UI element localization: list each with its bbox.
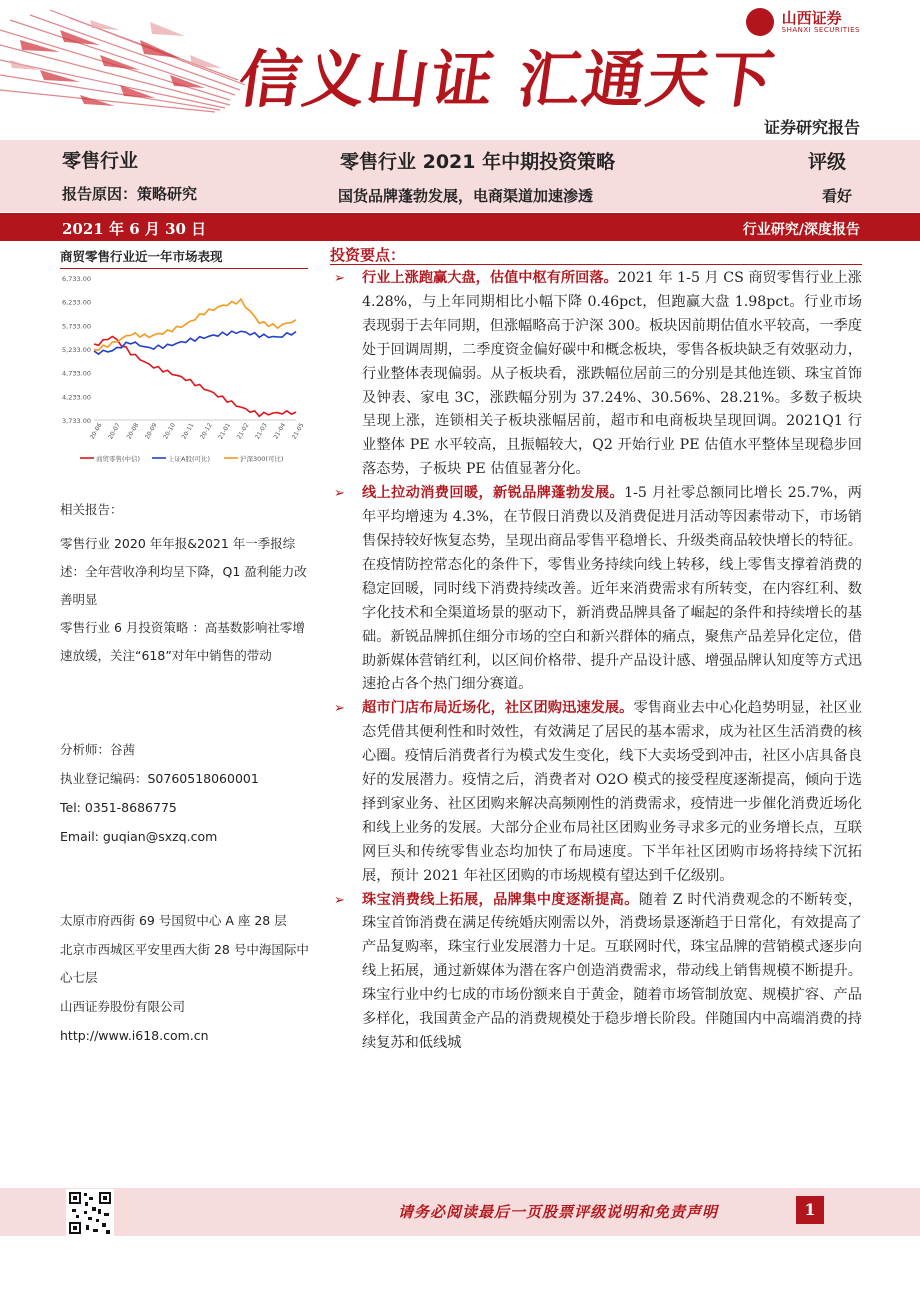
chart-title: 商贸零售行业近一年市场表现 xyxy=(60,249,223,264)
y-tick-label: 5,733.00 xyxy=(62,322,91,331)
y-tick-label: 4,233.00 xyxy=(62,393,91,402)
sidebar-info xyxy=(60,496,310,1050)
x-tick-label: 20-10 xyxy=(162,421,178,441)
x-tick-label: 20-07 xyxy=(107,421,122,441)
x-tick-label: 20-12 xyxy=(198,421,214,441)
report-reason: 报告原因：策略研究 xyxy=(62,185,198,203)
company-website[interactable]: http://www.i618.com.cn xyxy=(60,1028,209,1043)
report-type: 证券研究报告 xyxy=(763,118,860,137)
legend-label: 商贸零售(中信) xyxy=(96,455,141,463)
point-4-highlight: 珠宝消费线上拓展，品牌集中度逐渐提高。 xyxy=(362,891,639,908)
arrow-bullet-icon: ➢ xyxy=(334,486,345,502)
x-tick-label: 21-01 xyxy=(217,421,233,441)
point-2-text: 1-5 月社零总额同比增长 25.7%，两年平均增速为 4.3%，在节假日消费以及消费促进月活动等因素带动下，市场销售保持较好恢复态势，呈现出商品零售平稳增长、升级类商品较快增长的特征。在疫情防控常态化的条件下，零售业务持续向线上转移，线上零售支撑着消费的稳定回暖，同时线下消费持续改善。近年来消费需求有所转变，在内容红利、数字化技术和全渠道场景的驱动下，新消费品牌具备了崛起的条件和持续增长的基础。新锐品牌抓住细分市场的空白和新兴群体的痛点，聚焦产品差异化定位，借助新媒体营销红利，以区间价格带、提升产品设计感、增强品牌认知度等方式迅速抢占各个热门细分赛道。 xyxy=(362,485,862,693)
related-report-1[interactable]: 零售行业 2020 年年报&2021 年一季报综述：全年营收净利均呈下降，Q1 盈利能力改善明显 xyxy=(60,536,307,607)
x-tick-label: 20-09 xyxy=(143,421,159,441)
point-1-text: 2021 年 1-5 月 CS 商贸零售行业上涨 4.28%，与上年同期相比小幅下降 0.46pct，但跑赢大盘 1.98pct。行业市场表现弱于去年同期，但涨幅略高于沪深 300。板块因前期估值水平较高，一季度处于回调周期，二季度资金偏好碳中和概念板块，零售各板块缺乏有效驱动力，行业整体表现偏弱。从子板块看，涨跌幅位居前三的分别是其他连锁、珠宝首饰及钟表、家电 3C，涨跌幅分别为 37.24%、30.56%、28.21%。多数子板块呈现上涨，连锁相关子板块涨幅居前，超市和电商板块呈现回调。2021Q1 行业整体 PE 水平较高，且振幅较大，Q2 开始行业 PE 估值水平整体呈现稳步回落态势，子板块 PE 估值显著分化。 xyxy=(362,270,862,478)
series-line xyxy=(94,337,296,417)
y-tick-label: 6,733.00 xyxy=(62,275,91,283)
highlight-point-2 xyxy=(330,482,862,697)
x-tick-label: 20-11 xyxy=(180,421,196,441)
logo-name-en: SHANXI SECURITIES xyxy=(781,26,860,34)
page-number: 1 xyxy=(796,1196,824,1224)
footer-disclaimer: 请务必阅读最后一页股票评级说明和免责声明 xyxy=(398,1203,719,1221)
legend-label: 上证A股(可比) xyxy=(168,455,211,463)
y-tick-label: 6,233.00 xyxy=(62,298,91,307)
highlight-point-4 xyxy=(330,889,862,1056)
analyst-email[interactable]: Email: guqian@sxzq.com xyxy=(60,829,218,844)
x-tick-label: 21-02 xyxy=(235,421,251,441)
point-3-text: 零售商业去中心化趋势明显，社区业态凭借其便利性和时效性，有效满足了居民的基本需求，成为社区生活消费的核心圈。疫情后消费者行为模式发生变化，线下大卖场受到冲击，社区小店具备良好的发展潜力。疫情之后，消费者对 O2O 模式的接受程度逐渐提高，倾向于选择到家业务、社区团购来解决高频刚性的消费需求，疫情进一步催化消费近场化和线上业务的发展。大部分企业布局社区团购业务寻求多元的业务增长点，互联网巨头和传统零售业态均加快了布局速度。下半年社区团购市场将持续下沉拓展，预计 2021 年社区团购的市场规模有望达到千亿级别。 xyxy=(362,700,862,884)
highlight-point-3 xyxy=(330,697,862,888)
arrow-bullet-icon: ➢ xyxy=(334,892,345,908)
analyst-name: 分析师：谷茜 xyxy=(60,742,136,757)
legend-label: 沪深300(可比) xyxy=(240,455,284,463)
arrow-bullet-icon: ➢ xyxy=(334,701,345,717)
logo-name-cn: 山西证券 xyxy=(781,9,842,27)
address-beijing: 北京市西城区平安里西大街 28 号中海国际中心七层 xyxy=(60,942,309,985)
chart-title-rule xyxy=(60,268,308,269)
point-2-highlight: 线上拉动消费回暖，新锐品牌蓬勃发展。 xyxy=(362,485,625,502)
highlights-heading: 投资要点： xyxy=(330,244,862,265)
qr-code-icon[interactable] xyxy=(66,1189,114,1237)
highlight-point-1 xyxy=(330,267,862,482)
point-3-highlight: 超市门店布局近场化，社区团购迅速发展。 xyxy=(362,700,634,717)
industry-name: 零售行业 xyxy=(62,150,139,172)
report-title: 零售行业 2021 年中期投资策略 xyxy=(340,151,616,173)
y-tick-label: 3,733.00 xyxy=(62,417,91,425)
investment-highlights xyxy=(330,244,862,1056)
slogan: 信义山证 汇通天下 xyxy=(234,43,781,116)
market-performance-chart xyxy=(60,272,310,468)
x-tick-label: 21-05 xyxy=(290,421,306,441)
company-name: 山西证券股份有限公司 xyxy=(60,999,186,1014)
x-tick-label: 20-06 xyxy=(88,421,104,441)
x-tick-label: 20-08 xyxy=(125,421,141,441)
y-tick-label: 5,233.00 xyxy=(62,346,91,354)
series-line xyxy=(94,331,296,354)
report-category: 行业研究/深度报告 xyxy=(742,222,860,238)
related-reports-label: 相关报告： xyxy=(60,502,123,517)
rating-label: 评级 xyxy=(808,151,847,173)
series-line xyxy=(94,299,296,350)
analyst-license: 执业登记编码：S0760518060001 xyxy=(60,771,259,786)
report-date: 2021 年 6 月 30 日 xyxy=(62,220,207,238)
rating-value: 看好 xyxy=(822,187,853,205)
address-taiyuan: 太原市府西街 69 号国贸中心 A 座 28 层 xyxy=(60,913,287,928)
point-4-text: 随着 Z 时代消费观念的不断转变，珠宝首饰消费在满足传统婚庆刚需以外，消费场景逐渐趋于日常化，有效提高了产品复购率，珠宝行业发展潜力十足。互联网时代，珠宝品牌的营销模式逐步向线上拓展，通过新媒体为潜在客户创造消费需求，带动线上销售规模不断提升。珠宝行业中约七成的市场份额来自于黄金，随着市场管制放宽、规模扩容、产品多样化，我国黄金产品的消费规模处于稳步增长阶段。伴随国内中高端消费的持续复苏和低线城 xyxy=(362,891,862,1051)
related-report-2[interactable]: 零售行业 6 月投资策略 ：高基数影响社零增速放缓，关注“618”对年中销售的带动 xyxy=(60,620,305,663)
x-tick-label: 21-03 xyxy=(254,421,269,441)
x-tick-label: 21-04 xyxy=(272,421,288,441)
analyst-tel: Tel: 0351-8686775 xyxy=(60,800,177,815)
arrow-bullet-icon: ➢ xyxy=(334,271,345,286)
y-tick-label: 4,733.00 xyxy=(62,369,91,378)
point-1-highlight: 行业上涨跑赢大盘，估值中枢有所回落。 xyxy=(362,270,618,286)
report-subtitle: 国货品牌蓬勃发展，电商渠道加速渗透 xyxy=(338,187,594,205)
